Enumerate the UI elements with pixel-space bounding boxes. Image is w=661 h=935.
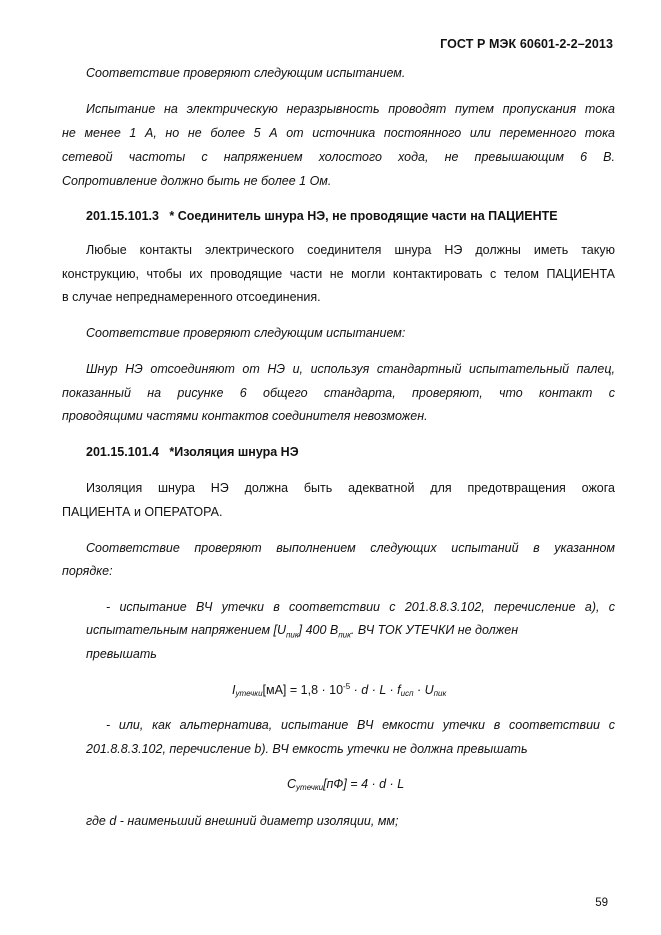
- paragraph-contacts-line-2: конструкцию, чтобы их проводящие части не могли контактировать с телом ПАЦИЕНТА: [62, 267, 615, 281]
- paragraph-insulation-line-1: Изоляция шнура НЭ должна быть адекватной для предотвращения ожога: [86, 481, 615, 495]
- formula-leakage-current: $I_{утечки}[мА] = 1,8 \cdot 10^{-5} \cdot d \cdot L \cdot f_{исп} \cdot U_{пик}$: [232, 682, 447, 698]
- list-item-hf-leakage-line-1: - испытание ВЧ утечки в соответствии с 201.8.8.3.102, перечисление a), с: [106, 600, 615, 614]
- paragraph-finger-line-2: показанный на рисунке 6 общего стандарта, проверяют, что контакт с: [62, 386, 615, 400]
- section-heading-101-4: [86, 445, 299, 459]
- paragraph-where-definition: где d - наименьший внешний диаметр изоляции, мм;: [86, 814, 399, 828]
- list-item-hf-leakage-line-3: превышать: [86, 647, 157, 661]
- section-title: *Изоляция шнура НЭ: [169, 445, 299, 459]
- list-item-hf-leakage-line-2: [86, 623, 615, 643]
- paragraph-insulation-line-2: ПАЦИЕНТА и ОПЕРАТОРА.: [62, 505, 223, 519]
- paragraph-finger-line-3: проводящими частями контактов соединителя невозможен.: [62, 409, 428, 423]
- paragraph-test-line-4: Сопротивление должно быть не более 1 Ом.: [62, 174, 332, 188]
- paragraph-compliance-3-line-1: Соответствие проверяют выполнением следующих испытаний в указанном: [86, 541, 615, 555]
- section-title: * Соединитель шнура НЭ, не проводящие части на ПАЦИЕНТЕ: [169, 209, 558, 223]
- section-number: 201.15.101.3: [86, 209, 159, 223]
- paragraph-test-line-3: сетевой частоты с напряжением холостого хода, не превышающим 6 В.: [62, 150, 615, 164]
- page-number: 59: [595, 897, 608, 909]
- paragraph-compliance-3-line-2: порядке:: [62, 564, 113, 578]
- paragraph-compliance-2: Соответствие проверяют следующим испытанием:: [86, 326, 406, 340]
- formula-leakage-capacitance: $C_{утечки}[пФ] = 4 \cdot d \cdot L$: [287, 777, 405, 792]
- paragraph-test-line-2: не менее 1 А, но не более 5 А от источника постоянного или переменного тока: [62, 126, 615, 140]
- paragraph-contacts-line-3: в случае непреднамеренного отсоединения.: [62, 290, 321, 304]
- paragraph-finger-line-1: Шнур НЭ отсоединяют от НЭ и, используя стандартный испытательный палец,: [86, 362, 615, 376]
- section-number: 201.15.101.4: [86, 445, 159, 459]
- paragraph-test-line-1: Испытание на электрическую неразрывность проводят путем пропускания тока: [86, 102, 615, 116]
- text-segment: испытательным напряжением $[U_{пик}]$ 400 $В_{пик}$. ВЧ ТОК УТЕЧКИ не должен: [86, 623, 519, 640]
- list-item-hf-capacitance-line-2: 201.8.8.3.102, перечисление b). ВЧ емкость утечки не должна превышать: [86, 742, 528, 756]
- paragraph-contacts-line-1: Любые контакты электрического соединителя шнура НЭ должны иметь такую: [86, 243, 615, 257]
- document-header-code: ГОСТ Р МЭК 60601-2-2–2013: [440, 37, 613, 51]
- section-heading-101-3: [86, 209, 558, 223]
- list-item-hf-capacitance-line-1: - или, как альтернатива, испытание ВЧ емкости утечки в соответствии с: [106, 718, 615, 732]
- paragraph-compliance-1: Соответствие проверяют следующим испытанием.: [86, 66, 406, 80]
